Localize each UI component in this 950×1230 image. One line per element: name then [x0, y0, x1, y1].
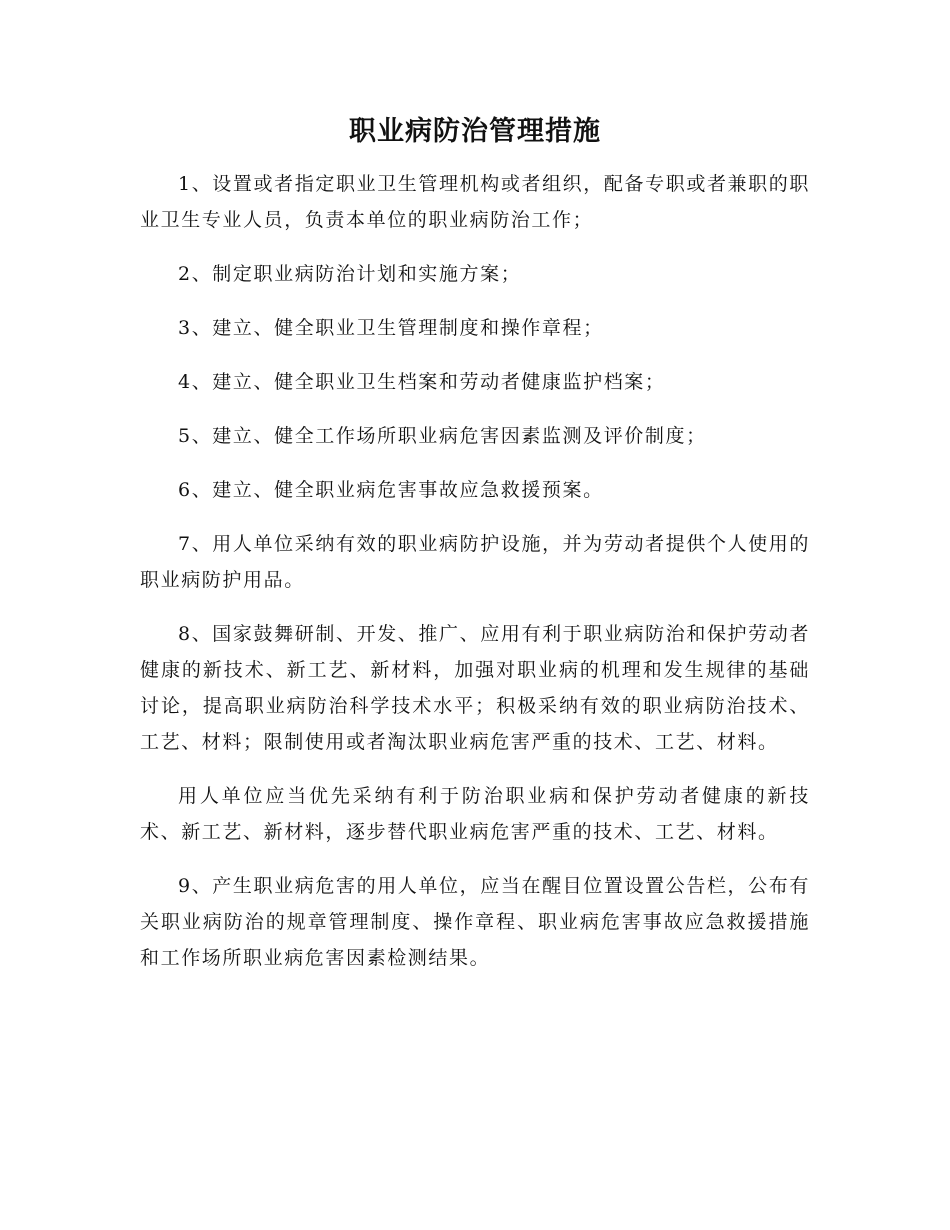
paragraph-8-supplement: 用人单位应当优先采纳有利于防治职业病和保护劳动者健康的新技术、新工艺、新材料，逐步替代职业病危害严重的技术、工艺、材料。	[140, 785, 810, 843]
paragraph-7: 7、用人单位采纳有效的职业病防护设施，并为劳动者提供个人使用的职业病防护用品。	[140, 533, 810, 591]
paragraph-2: 2、制定职业病防治计划和实施方案；	[178, 263, 522, 285]
paragraph-6: 6、建立、健全职业病危害事故应急救援预案。	[178, 479, 604, 501]
paragraph-9: 9、产生职业病危害的用人单位，应当在醒目位置设置公告栏，公布有关职业病防治的规章管理制度、操作章程、职业病危害事故应急救援措施和工作场所职业病危害因素检测结果。	[140, 875, 810, 969]
paragraph-3: 3、建立、健全职业卫生管理制度和操作章程；	[178, 317, 604, 339]
document-title: 职业病防治管理措施	[349, 116, 601, 147]
paragraph-8: 8、国家鼓舞研制、开发、推广、应用有利于职业病防治和保护劳动者健康的新技术、新工艺、新材料，加强对职业病的机理和发生规律的基础讨论，提高职业病防治科学技术水平；积极采纳有效的职业病防治技术、工艺、材料；限制使用或者淘汰职业病危害严重的技术、工艺、材料。	[140, 623, 810, 753]
paragraph-4: 4、建立、健全职业卫生档案和劳动者健康监护档案；	[178, 371, 666, 393]
paragraph-5: 5、建立、健全工作场所职业病危害因素监测及评价制度；	[178, 425, 707, 447]
paragraph-1: 1、设置或者指定职业卫生管理机构或者组织，配备专职或者兼职的职业卫生专业人员，负责本单位的职业病防治工作；	[140, 173, 810, 231]
